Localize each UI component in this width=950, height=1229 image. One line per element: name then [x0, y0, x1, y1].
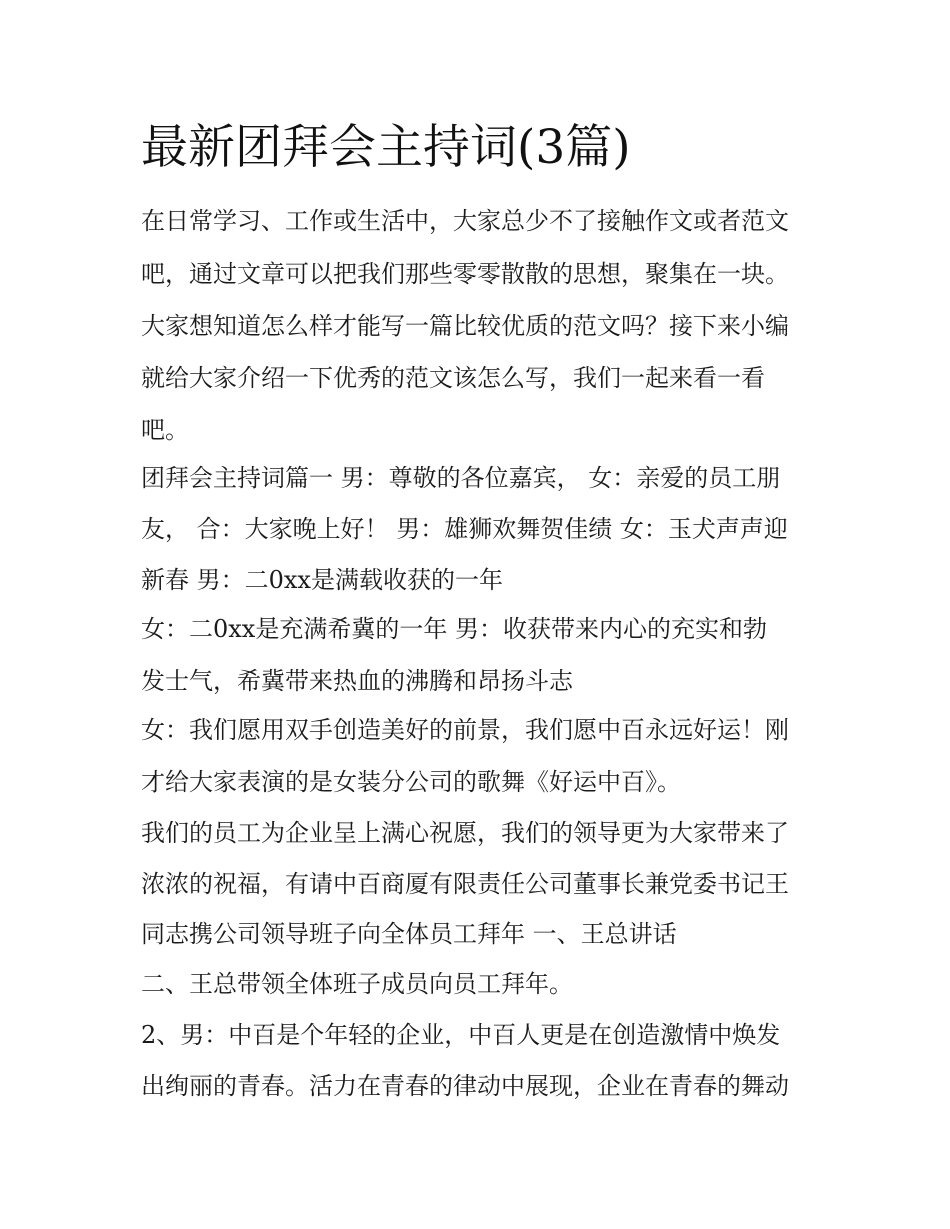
body-line: 二、王总带领全体班子成员向员工拜年。 [141, 970, 573, 998]
body-line: 就给大家介绍一下优秀的范文该怎么写，我们一起来看一看 [141, 364, 765, 392]
body-line: 同志携公司领导班子向全体员工拜年 一、王总讲话 [141, 920, 677, 948]
body-line: 女：二0xx是充满希冀的一年 男：收获带来内心的充实和勃 [141, 615, 767, 643]
body-line: 大家想知道怎么样才能写一篇比较优质的范文吗？接下来小编 [141, 312, 789, 340]
body-line: 发士气，希冀带来热血的沸腾和昂扬斗志 [141, 667, 573, 695]
body-line: 团拜会主持词篇一 男：尊敬的各位嘉宾， 女：亲爱的员工朋 [141, 464, 781, 492]
body-line: 才给大家表演的是女装分公司的歌舞《好运中百》。 [141, 768, 681, 796]
body-line: 2、男：中百是个年轻的企业，中百人更是在创造激情中焕发 [141, 1021, 781, 1049]
body-line: 吧，通过文章可以把我们那些零零散散的思想，聚集在一块。 [141, 260, 789, 288]
body-line: 友， 合：大家晚上好！ 男：雄狮欢舞贺佳绩 女：玉犬声声迎 [141, 515, 788, 543]
body-line: 出绚丽的青春。活力在青春的律动中展现，企业在青春的舞动 [141, 1072, 789, 1100]
body-line: 浓浓的祝福，有请中百商厦有限责任公司董事长兼党委书记王 [141, 870, 789, 898]
body-line: 在日常学习、工作或生活中，大家总少不了接触作文或者范文 [141, 207, 789, 235]
body-line: 新春 男：二0xx是满载收获的一年 [141, 566, 503, 594]
body-line: 吧。 [141, 416, 189, 444]
body-line: 我们的员工为企业呈上满心祝愿，我们的领导更为大家带来了 [141, 819, 789, 847]
body-line: 女：我们愿用双手创造美好的前景，我们愿中百永远好运！刚 [141, 716, 789, 744]
document-title: 最新团拜会主持词(3篇) [141, 120, 631, 175]
